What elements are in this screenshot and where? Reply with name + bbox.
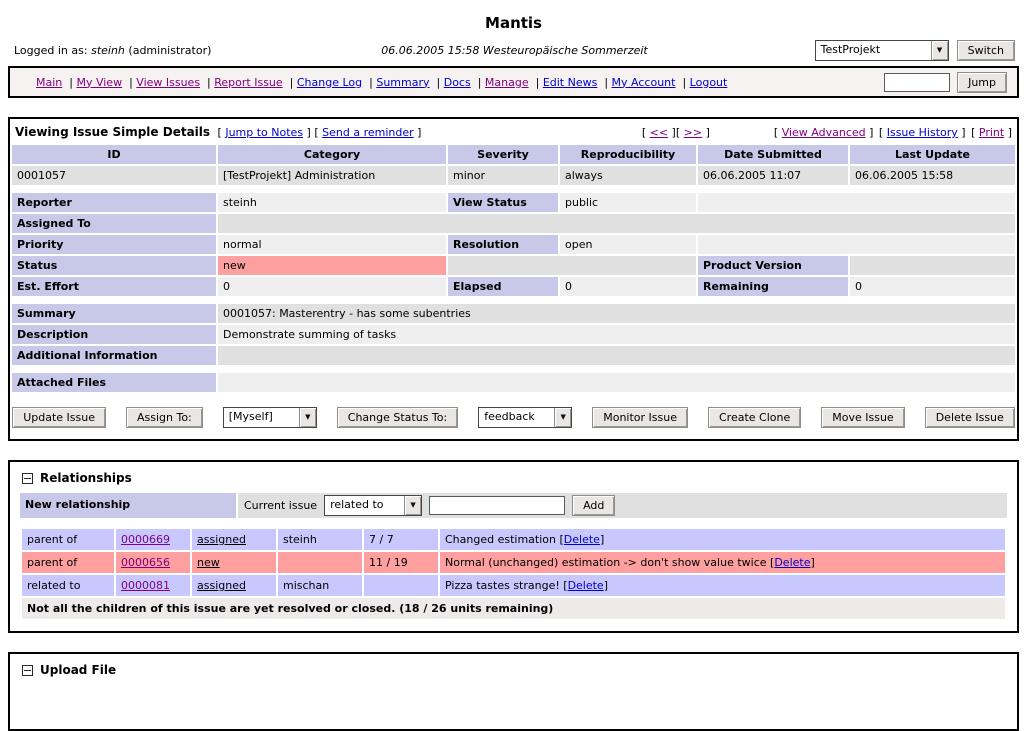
add-relationship-button[interactable]: Add [572, 495, 615, 516]
upload-section-title [20, 659, 1007, 685]
menu-item-my-view[interactable]: My View [76, 75, 123, 89]
description-row [12, 325, 1015, 344]
issue-link[interactable]: 0000669 [121, 533, 170, 546]
view-advanced-link[interactable]: View Advanced [781, 126, 866, 139]
project-select-value: TestProjekt [820, 42, 881, 56]
delete-relationship-link[interactable]: Delete [774, 556, 811, 569]
description-value: Demonstrate summing of tasks [218, 325, 1015, 344]
reporter-label: Reporter [12, 193, 216, 212]
relationships-note: Not all the children of this issue are yet resolved or closed. (18 / 26 units remaining) [22, 598, 1005, 619]
relation-type: related to [22, 575, 114, 596]
collapse-icon[interactable] [22, 473, 33, 484]
chevron-down-icon[interactable] [404, 496, 421, 515]
status-row [12, 256, 1015, 275]
effort: 11 / 19 [364, 552, 438, 573]
delete-issue-button[interactable]: Delete Issue [925, 407, 1015, 428]
product-version-value [850, 256, 1015, 275]
menu-item-my-account[interactable]: My Account [611, 75, 676, 89]
change-status-select-value: feedback [484, 410, 535, 423]
handler [278, 552, 362, 573]
additional-info-label: Additional Information [12, 346, 216, 365]
issue-id: 0001057 [12, 166, 216, 185]
switch-project-button[interactable]: Switch [957, 40, 1015, 61]
login-status [14, 44, 381, 57]
handler: mischan [278, 575, 362, 596]
issue-details-table [10, 119, 1017, 439]
remaining-value: 0 [850, 277, 1015, 296]
login-bar [14, 39, 1015, 61]
relation-type: parent of [22, 529, 114, 550]
next-issue-link[interactable]: >> [683, 126, 703, 139]
datetime-text: 06.06.2005 15:58 Westeuropäische Sommerzeit [381, 43, 648, 57]
priority-label: Priority [12, 235, 216, 254]
project-switcher [648, 40, 1015, 61]
prev-issue-link[interactable]: << [649, 126, 669, 139]
relation-type-select[interactable] [324, 495, 422, 516]
issue-details-box [8, 117, 1019, 441]
create-clone-button[interactable]: Create Clone [708, 407, 801, 428]
additional-info-value [218, 346, 1015, 365]
priority-row [12, 235, 1015, 254]
relationship-row [22, 552, 1005, 573]
remaining-label: Remaining [698, 277, 848, 296]
effort: 7 / 7 [364, 529, 438, 550]
menu-item-edit-news[interactable]: Edit News [542, 75, 598, 89]
details-header-row [12, 145, 1015, 164]
assign-to-select[interactable] [223, 407, 317, 428]
menu-item-change-log[interactable]: Change Log [296, 75, 363, 89]
reporter-row [12, 193, 1015, 212]
send-reminder-link[interactable]: Send a reminder [322, 126, 414, 139]
menu-item-view-issues[interactable]: View Issues [136, 75, 201, 89]
column-id: ID [12, 145, 216, 164]
est-effort-value: 0 [218, 277, 446, 296]
page-title: Viewing Issue Simple Details [15, 125, 211, 139]
issue-last-update: 06.06.2005 15:58 [850, 166, 1015, 185]
username: steinh [91, 43, 125, 57]
est-effort-label: Est. Effort [12, 277, 216, 296]
assign-to-select-value: [Myself] [228, 410, 273, 423]
move-issue-button[interactable]: Move Issue [821, 407, 904, 428]
app-title: Mantis [485, 14, 542, 32]
project-select[interactable] [815, 40, 949, 61]
menu-item-logout[interactable]: Logout [689, 75, 728, 89]
elapsed-value: 0 [560, 277, 696, 296]
relationships-section-title [20, 467, 1007, 493]
issue-link[interactable]: 0000081 [121, 579, 170, 592]
relationships-table [20, 527, 1007, 621]
actions-row [12, 400, 1015, 437]
effort-row [12, 277, 1015, 296]
view-status-value: public [560, 193, 696, 212]
details-title-row [12, 121, 1015, 143]
jump-controls [884, 72, 1007, 93]
related-issue-input[interactable] [429, 496, 565, 515]
menu-item-manage[interactable]: Manage [484, 75, 529, 89]
attached-files-label: Attached Files [12, 373, 216, 392]
status-label: Status [12, 256, 216, 275]
current-issue-label: Current issue [244, 499, 318, 512]
reporter-row-empty [698, 193, 1015, 212]
column-last-update: Last Update [850, 145, 1015, 164]
resolution-value: open [560, 235, 696, 254]
jump-to-notes-link[interactable]: Jump to Notes [225, 126, 304, 139]
change-status-select[interactable] [478, 407, 572, 428]
issue-history-link[interactable]: Issue History [886, 126, 958, 139]
column-category: Category [218, 145, 446, 164]
summary-value: 0001057: Masterentry - has some subentries [218, 304, 1015, 323]
upload-file-box [8, 652, 1019, 731]
relation-type-select-value: related to [330, 498, 384, 511]
relationships-note-row [22, 598, 1005, 619]
status-row-empty [448, 256, 696, 275]
relationship-row [22, 529, 1005, 550]
new-relationship-row [20, 493, 1007, 518]
relationship-row [22, 575, 1005, 596]
relationships-box [8, 460, 1019, 633]
assign-to-button[interactable]: Assign To: [126, 407, 203, 428]
view-status-label: View Status [448, 193, 558, 212]
jump-issue-input[interactable] [884, 73, 950, 92]
chevron-down-icon[interactable] [299, 408, 316, 427]
reporter-value: steinh [218, 193, 446, 212]
product-version-label: Product Version [698, 256, 848, 275]
issue-summary-row [12, 166, 1015, 185]
delete-relationship-link[interactable]: Delete [567, 579, 604, 592]
collapse-icon[interactable] [22, 665, 33, 676]
related-summary: Pizza tastes strange! [445, 579, 560, 592]
relationships-title-text: Relationships [40, 471, 132, 485]
assigned-to-value [218, 214, 1015, 233]
user-role: (administrator) [128, 43, 212, 57]
additional-info-row [12, 346, 1015, 365]
issue-link[interactable]: 0000656 [121, 556, 170, 569]
related-summary: Changed estimation [445, 533, 556, 546]
menu-links [36, 76, 727, 89]
issue-severity: minor [448, 166, 558, 185]
elapsed-label: Elapsed [448, 277, 558, 296]
menu-item-docs[interactable]: Docs [443, 75, 471, 89]
logged-in-label: Logged in as: [14, 43, 88, 57]
issue-status-link[interactable]: new [197, 556, 220, 569]
monitor-issue-button[interactable]: Monitor Issue [592, 407, 688, 428]
assigned-to-row [12, 214, 1015, 233]
jump-button[interactable]: Jump [957, 72, 1007, 93]
resolution-label: Resolution [448, 235, 558, 254]
menu-bar [8, 66, 1019, 98]
relation-type: parent of [22, 552, 114, 573]
attached-files-row [12, 373, 1015, 392]
actions-bar [12, 400, 1015, 437]
update-issue-button[interactable]: Update Issue [12, 407, 106, 428]
priority-row-empty [698, 235, 1015, 254]
issue-category: [TestProjekt] Administration [218, 166, 446, 185]
upload-title-text: Upload File [40, 663, 117, 677]
assigned-to-label: Assigned To [12, 214, 216, 233]
related-summary: Normal (unchanged) estimation -> don't show value twice [445, 556, 767, 569]
issue-status-link[interactable]: assigned [197, 579, 246, 592]
chevron-down-icon[interactable] [931, 41, 948, 60]
issue-reproducibility: always [560, 166, 696, 185]
column-date-submitted: Date Submitted [698, 145, 848, 164]
issue-date-submitted: 06.06.2005 11:07 [698, 166, 848, 185]
description-label: Description [12, 325, 216, 344]
status-badge: new [218, 256, 446, 275]
new-relationship-label: New relationship [20, 493, 236, 518]
handler: steinh [278, 529, 362, 550]
column-reproducibility: Reproducibility [560, 145, 696, 164]
new-relationship-controls [238, 493, 1007, 518]
menu-item-summary[interactable]: Summary [376, 75, 430, 89]
issue-status-link[interactable]: assigned [197, 533, 246, 546]
effort [364, 575, 438, 596]
delete-relationship-link[interactable]: Delete [563, 533, 600, 546]
menu-item-report-issue[interactable]: Report Issue [214, 75, 283, 89]
attached-files-value [218, 373, 1015, 392]
menu-item-main[interactable]: Main [36, 75, 63, 89]
priority-value: normal [218, 235, 446, 254]
summary-label: Summary [12, 304, 216, 323]
summary-row [12, 304, 1015, 323]
chevron-down-icon[interactable] [554, 408, 571, 427]
column-severity: Severity [448, 145, 558, 164]
print-link[interactable]: Print [978, 126, 1005, 139]
change-status-button[interactable]: Change Status To: [337, 407, 458, 428]
